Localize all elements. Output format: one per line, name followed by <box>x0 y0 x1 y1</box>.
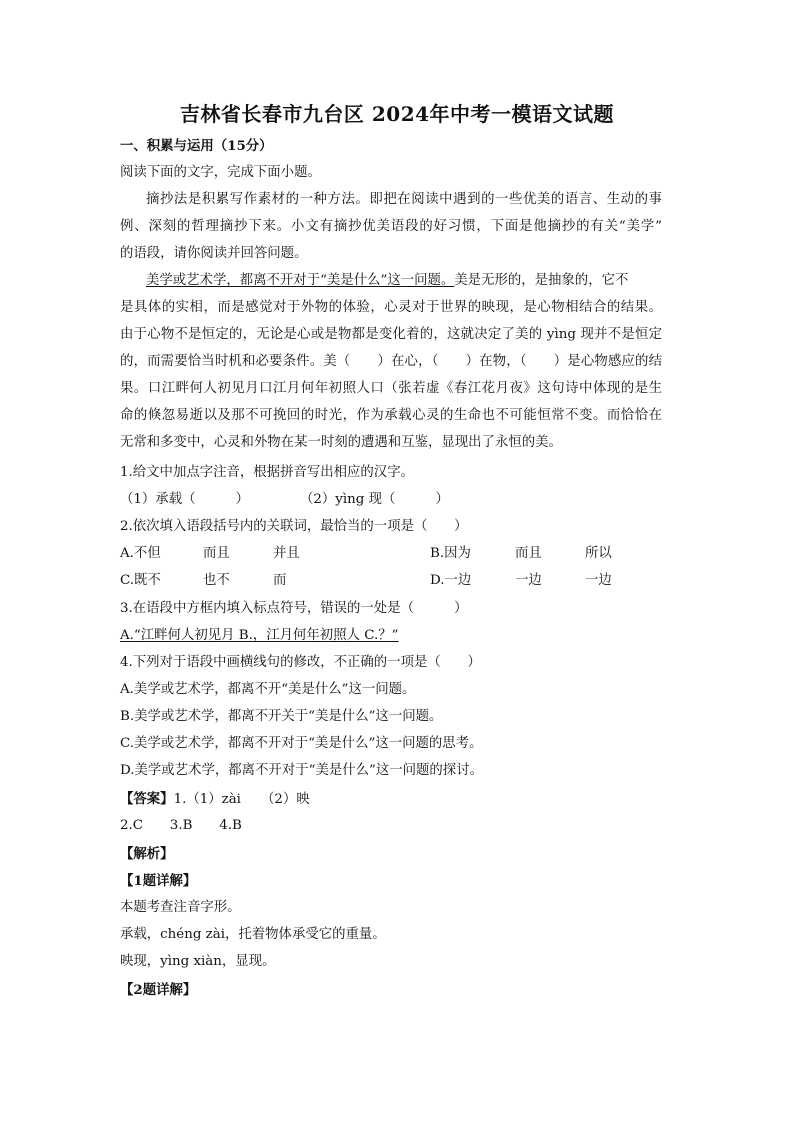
page-title: 吉林省长春市九台区 2024年中考一模语文试题 <box>179 102 615 126</box>
q4-option-c: C.美学或艺术学，都离不开对于“美是什么”这一问题的思考。 <box>120 736 483 751</box>
passage-line: 果。口江畔何人初见月口江月何年初照人口（张若虚《春江花月夜》这句诗中体现的是生 <box>120 381 662 396</box>
q2-option-d-word: 一边 <box>585 573 612 588</box>
q4-option-a: A.美学或艺术学，都离不开“美是什么”这一问题。 <box>120 682 416 697</box>
passage-line: 是具体的实相，而是感觉对于外物的体验，心灵对于世界的映现，是心物相结合的结果。 <box>120 300 662 315</box>
q2-option-a: A.不但 <box>120 546 161 561</box>
q3-options: A.“江畔何人初见月 B.，江月何年初照人 C.？” <box>120 628 399 643</box>
detail-2-label: 【2题详解】 <box>120 982 197 998</box>
analysis-label: 【解析】 <box>120 846 174 862</box>
q4-option-b: B.美学或艺术学，都离不开关于“美是什么”这一问题。 <box>120 709 443 724</box>
detail-1-line: 承载，chéng zài，托着物体承受它的重量。 <box>120 927 386 942</box>
passage-intro-line: 例、深刻的哲理摘抄下来。小文有摘抄优美语段的好习惯，下面是他摘抄的有关“美学” <box>120 219 662 234</box>
underlined-sentence: 美学或艺术学，都离不开对于“美是什么”这一问题。 <box>146 273 455 288</box>
q2-option-a-word: 而且 <box>203 546 230 561</box>
q2-option-d: D.一边 <box>430 573 472 588</box>
question-1-part-2: （2）yìng 现（ ） <box>300 492 449 507</box>
answer-line <box>120 790 310 809</box>
question-4: 4.下列对于语段中画横线句的修改，不正确的一项是（ ） <box>120 655 481 670</box>
q4-option-d: D.美学或艺术学，都离不开对于“美是什么”这一问题的探讨。 <box>120 763 483 778</box>
passage-intro-line: 的语段，请你阅读并回答问题。 <box>120 246 308 261</box>
q2-option-b-word: 而且 <box>515 546 542 561</box>
answer-line-2: 2.C 3.B 4.B <box>120 818 242 833</box>
q2-option-c: C.既不 <box>120 573 161 588</box>
question-2: 2.依次填入语段括号内的关联词，最恰当的一项是（ ） <box>120 519 468 534</box>
detail-1-label: 【1题详解】 <box>120 873 197 889</box>
passage-line: 的，而需要恰当时机和必要条件。美（ ）在心，（ ）在物，（ ）是心物感应的结 <box>120 354 662 369</box>
passage-line: 无常和多变中，心灵和外物在某一时刻的遭遇和互鉴，显现出了永恒的美。 <box>120 435 562 450</box>
section-heading: 一、积累与运用（15分） <box>120 138 273 154</box>
q2-option-b-word: 所以 <box>585 546 612 561</box>
passage-line: 由于心物不是恒定的，无论是心或是物都是变化着的，这就决定了美的 yìng 现并不是恒定 <box>120 327 662 342</box>
passage-line: 命的倏忽易逝以及那不可挽回的时光，作为承载心灵的生命也不可能恒常不变。而恰恰在 <box>120 408 662 423</box>
reading-instruction: 阅读下面的文字，完成下面小题。 <box>120 165 321 180</box>
q2-option-b: B.因为 <box>430 546 471 561</box>
q2-option-c-word: 而 <box>273 573 287 588</box>
question-1-part-1: （1）承载（ ） <box>120 492 250 507</box>
passage-first-line <box>146 272 628 290</box>
detail-1-line: 本题考查注音字形。 <box>120 900 241 915</box>
q2-option-a-word: 并且 <box>273 546 300 561</box>
answer-text: 1.（1）zài （2）映 <box>173 792 310 807</box>
detail-1-line: 映现，yìng xiàn，显现。 <box>120 954 276 969</box>
question-3: 3.在语段中方框内填入标点符号，错误的一处是（ ） <box>120 601 468 616</box>
passage-text: 美是无形的，是抽象的，它不 <box>454 273 629 288</box>
passage-intro-line: 摘抄法是积累写作素材的一种方法。即把在阅读中遇到的一些优美的语言、生动的事 <box>146 192 662 207</box>
question-1: 1.给文中加点字注音，根据拼音写出相应的汉字。 <box>120 465 414 480</box>
q2-option-d-word: 一边 <box>515 573 542 588</box>
q2-option-c-word: 也不 <box>203 573 230 588</box>
answer-label: 【答案】 <box>120 791 174 807</box>
